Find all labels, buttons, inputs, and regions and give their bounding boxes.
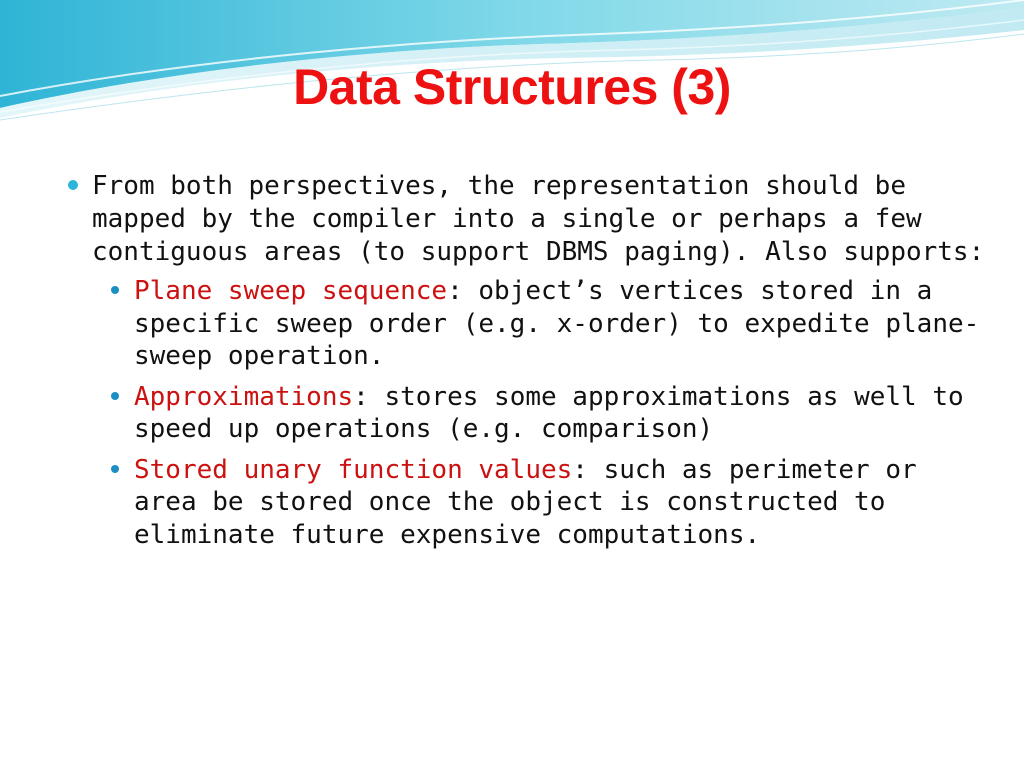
sub-bullet-point — [58, 275, 988, 373]
main-point-text: From both perspectives, the representation should be mapped by the compiler into a single or perhaps a few contiguous areas (to support DBMS paging). Also supports: — [92, 171, 985, 267]
sub-point-term: Stored unary function values — [134, 454, 573, 485]
sub-point-text: : stores some approximations as well to speed up operations (e.g. comparison) — [134, 381, 964, 444]
slide-body — [58, 170, 988, 559]
sub-point-text: : object’s vertices stored in a specific sweep order (e.g. x-order) to expedite plane-sweep operation. — [134, 276, 980, 371]
bullet-dot-icon — [68, 180, 78, 190]
main-bullet-point — [58, 170, 988, 269]
sub-bullet-point — [58, 381, 988, 446]
slide-title: Data Structures (3) — [293, 59, 731, 115]
sub-point-term: Plane sweep sequence — [134, 276, 448, 306]
bullet-dot-icon — [111, 286, 119, 294]
bullet-dot-icon — [111, 392, 119, 400]
sub-bullet-point — [58, 454, 988, 552]
bullet-dot-icon — [111, 465, 119, 473]
sub-point-term: Approximations — [134, 381, 354, 412]
sub-point-text: : such as perimeter or area be stored once the object is constructed to eliminate future expensive computations. — [134, 454, 917, 550]
